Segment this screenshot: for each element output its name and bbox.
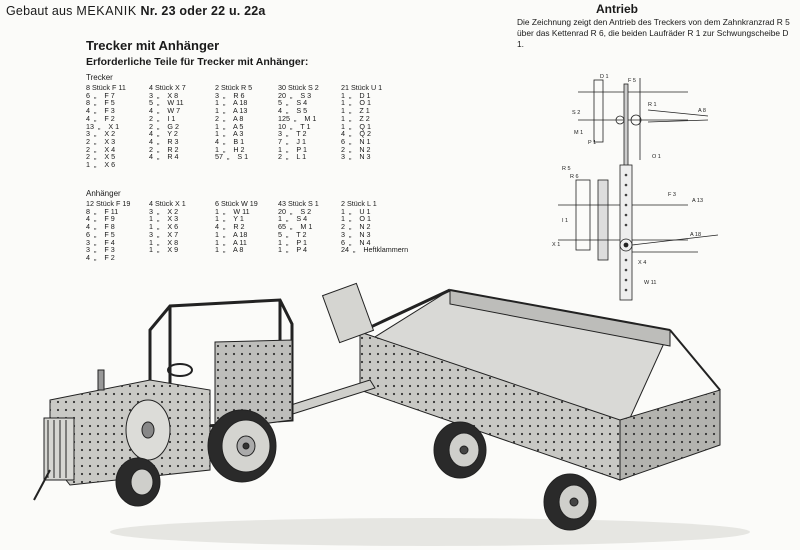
part-entry: 4 „ Y 2: [149, 129, 178, 139]
tractor-steering-wheel: [168, 364, 192, 376]
label-d1: D 1: [600, 74, 609, 80]
anhaenger-column-5: [341, 200, 408, 254]
page-header: [6, 4, 266, 18]
part-entry: 4 „ F 2: [86, 113, 115, 123]
part-entry: 1 „ X 6: [86, 160, 116, 170]
label-r5: R 5: [562, 166, 571, 172]
anhaenger-label: Anhänger: [86, 189, 121, 198]
part-entry: 2 „ A 8: [215, 113, 244, 123]
part-entry: 2 „ G 2: [149, 121, 179, 131]
label-r1: R 1: [648, 102, 657, 108]
label-o1: O 1: [652, 154, 661, 160]
label-f5: F 5: [628, 78, 636, 84]
part-entry: 6 Stück W 19: [215, 199, 258, 208]
part-entry: 1 „ W 11: [215, 206, 250, 216]
trecker-column-4: [278, 84, 319, 161]
ground-shadow: [110, 518, 750, 546]
part-entry: 4 „ S 5: [278, 106, 308, 116]
part-entry: 4 „ Q 2: [341, 129, 371, 139]
trecker-column-2: [149, 84, 186, 161]
part-entry: 1 „ O 1: [341, 98, 371, 108]
part-entry: 2 „ I 1: [149, 113, 176, 123]
part-entry: 4 Stück X 1: [149, 199, 186, 208]
part-entry: 1 „ A 5: [215, 121, 244, 131]
trecker-column-5: [341, 84, 382, 161]
part-entry: 3 „ R 6: [215, 90, 245, 100]
part-entry: 6 „ N 4: [341, 237, 371, 247]
trecker-column-1: [86, 84, 126, 169]
part-entry: 1 „ Z 1: [341, 106, 370, 116]
header-models: Nr. 23 oder 22 u. 22a: [140, 4, 266, 18]
part-entry: 6 „ F 7: [86, 90, 115, 100]
part-entry: 3 „ T 2: [278, 129, 307, 139]
part-entry: 1 „ X 9: [149, 245, 179, 255]
label-r6: R 6: [570, 174, 579, 180]
part-entry: 4 „ F 3: [86, 106, 115, 116]
part-entry: 1 „ X 3: [149, 214, 179, 224]
part-entry: 1 „ Z 2: [341, 113, 370, 123]
part-entry: 3 „ X 8: [149, 90, 179, 100]
part-entry: 3 „ X 7: [149, 229, 179, 239]
part-entry: 1 „ A 18: [215, 98, 248, 108]
part-entry: 4 „ R 4: [149, 152, 179, 162]
part-entry: 1 „ A 3: [215, 129, 244, 139]
part-entry: 4 „ F 8: [86, 222, 115, 232]
part-entry: 10 „ T 1: [278, 121, 311, 131]
part-entry: 3 „ N 3: [341, 229, 371, 239]
part-entry: 1 „ A 11: [215, 237, 247, 247]
part-entry: 2 „ N 2: [341, 222, 371, 232]
part-entry: 1 „ P 4: [278, 245, 308, 255]
label-m1: M 1: [574, 130, 584, 136]
header-brand: MEKANIK: [76, 4, 137, 18]
part-entry: 43 Stück S 1: [278, 199, 319, 208]
part-entry: 4 „ R 2: [215, 222, 245, 232]
label-a18: A 18: [690, 232, 702, 238]
part-entry: 6 „ F 5: [86, 229, 115, 239]
part-entry: 4 „ R 3: [149, 136, 179, 146]
label-x1: X 1: [552, 242, 561, 248]
label-f3: F 3: [668, 192, 676, 198]
part-entry: 1 „ X 6: [149, 222, 179, 232]
part-entry: 2 „ X 4: [86, 144, 116, 154]
tractor-front-wheel: [116, 458, 160, 506]
part-entry: 1 „ A 18: [215, 229, 248, 239]
part-entry: 4 „ B 1: [215, 136, 245, 146]
antrieb-title: Antrieb: [596, 2, 638, 16]
header-prefix: Gebaut aus: [6, 4, 73, 18]
part-entry: 3 „ F 4: [86, 237, 115, 247]
anhaenger-column-4: [278, 200, 319, 254]
part-entry: 65 „ M 1: [278, 222, 313, 232]
part-entry: 1 „ U 1: [341, 206, 371, 216]
part-entry: 4 „ W 7: [149, 106, 181, 116]
label-w11: W 11: [644, 280, 657, 286]
part-entry: 125 „ M 1: [278, 113, 317, 123]
part-entry: 24 „ Heftklammern: [341, 245, 409, 255]
part-entry: 4 „ F 2: [86, 252, 115, 262]
diagram-plate-bottom: [576, 180, 590, 250]
label-a8: A 8: [698, 108, 706, 114]
part-entry: 1 „ Y 1: [215, 214, 244, 224]
part-entry: 1 „ S 4: [278, 214, 308, 224]
part-entry: 20 „ S 2: [278, 206, 312, 216]
part-entry: 2 „ X 3: [86, 136, 116, 146]
part-entry: 1 „ A 13: [215, 106, 248, 116]
part-entry: 1 „ O 1: [341, 214, 371, 224]
part-entry: 4 Stück X 7: [149, 83, 186, 92]
diagram-plate-top: [594, 80, 603, 142]
label-p1: P 1: [588, 140, 597, 146]
part-entry: 3 „ X 2: [86, 129, 116, 139]
parts-title: Trecker mit Anhänger: [86, 38, 220, 53]
part-entry: 1 „ H 2: [215, 144, 245, 154]
anhaenger-column-2: [149, 200, 186, 254]
part-entry: 8 „ F 11: [86, 206, 119, 216]
part-entry: 21 Stück U 1: [341, 83, 383, 92]
part-entry: 6 „ N 1: [341, 136, 371, 146]
part-entry: 5 „ T 2: [278, 229, 307, 239]
label-s2: S 2: [572, 110, 581, 116]
anhaenger-column-1: [86, 200, 130, 262]
part-entry: 2 „ R 2: [149, 144, 179, 154]
trecker-label: Trecker: [86, 73, 113, 82]
anhaenger-column-3: [215, 200, 258, 254]
label-i1: I 1: [562, 218, 569, 224]
part-entry: 5 „ W 11: [149, 98, 184, 108]
part-entry: 1 „ A 8: [215, 245, 244, 255]
part-entry: 2 „ N 2: [341, 144, 371, 154]
part-entry: 30 Stück S 2: [278, 83, 319, 92]
part-entry: 1 „ P 1: [278, 144, 308, 154]
antrieb-diagram: [548, 70, 748, 302]
tractor: [34, 300, 292, 506]
part-entry: 1 „ Q 1: [341, 121, 371, 131]
trailer-wheel-rear: [544, 474, 596, 530]
part-entry: 2 Stück R 5: [215, 83, 253, 92]
part-entry: 5 „ S 4: [278, 98, 308, 108]
part-entry: 1 „ D 1: [341, 90, 371, 100]
trailer-wheel-front: [434, 422, 486, 478]
parts-subtitle: Erforderliche Teile für Trecker mit Anhänger:: [86, 56, 309, 68]
antrieb-description: Die Zeichnung zeigt den Antrieb des Treckers von dem Zahnkranzrad R 5 über das Kettenrad R 6, die beiden Laufräder R 1 zur Schwungscheibe D 1.: [517, 17, 790, 49]
tractor-trailer-illustration: [30, 270, 750, 548]
part-entry: 4 „ F 9: [86, 214, 115, 224]
part-entry: 7 „ J 1: [278, 136, 306, 146]
part-entry: 1 „ P 1: [278, 237, 308, 247]
part-entry: 57 „ S 1: [215, 152, 249, 162]
part-entry: 3 „ F 3: [86, 245, 115, 255]
part-entry: 13 „ X 1: [86, 121, 120, 131]
part-entry: 3 „ X 2: [149, 206, 179, 216]
tractor-rear-wheel: [208, 410, 276, 482]
part-entry: 8 Stück F 11: [86, 83, 126, 92]
part-entry: 1 „ X 8: [149, 237, 179, 247]
tractor-exhaust: [98, 370, 104, 390]
trailer: [275, 283, 720, 530]
part-entry: 3 „ N 3: [341, 152, 371, 162]
trecker-column-3: [215, 84, 252, 161]
part-entry: 2 „ L 1: [278, 152, 307, 162]
part-entry: 12 Stück F 19: [86, 199, 131, 208]
label-x4: X 4: [638, 260, 647, 266]
part-entry: 2 „ X 5: [86, 152, 116, 162]
part-entry: 8 „ F 5: [86, 98, 115, 108]
label-a13: A 13: [692, 198, 704, 204]
part-entry: 2 Stück L 1: [341, 199, 377, 208]
part-entry: 20 „ S 3: [278, 90, 312, 100]
